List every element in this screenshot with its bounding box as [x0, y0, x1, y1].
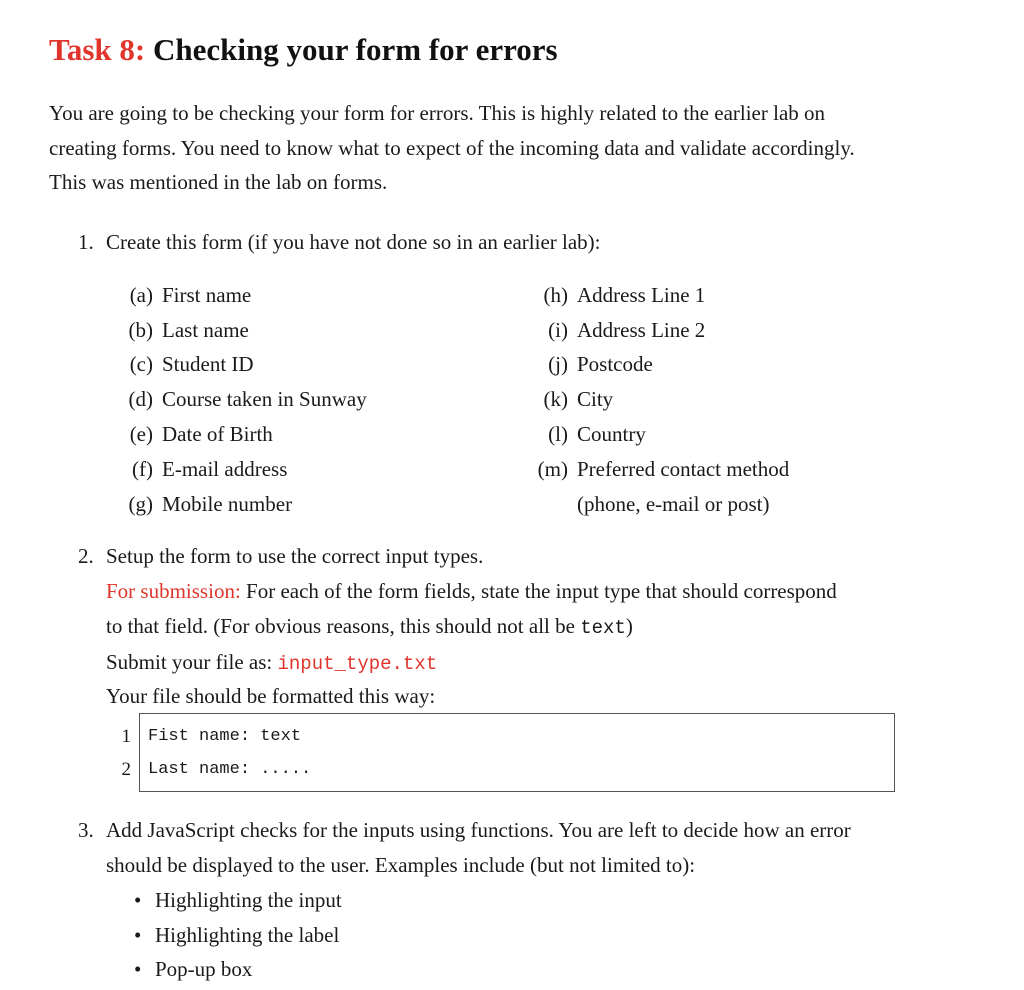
- field-label: (f): [132, 457, 153, 481]
- bullet-item: [134, 952, 252, 986]
- step-2-number: 2.: [78, 544, 94, 568]
- submit-filename: input_type.txt: [277, 653, 438, 675]
- field-label: (l): [548, 422, 568, 446]
- field-text: Postcode: [577, 352, 653, 376]
- submission-text-2b: ): [625, 614, 633, 638]
- form-field-item: [115, 452, 287, 486]
- field-text: Mobile number: [162, 492, 293, 516]
- form-field-item: [115, 487, 292, 521]
- submission-text-2a: to that field. (For obvious reasons, this should not all be: [106, 614, 581, 638]
- field-label: (b): [128, 318, 153, 342]
- field-label: (a): [129, 283, 153, 307]
- form-field-item: [528, 417, 646, 451]
- code-line-number: 1: [121, 726, 131, 747]
- field-text: Date of Birth: [162, 422, 273, 446]
- intro-line: You are going to be checking your form for errors. This is highly related to the earlier lab on: [49, 101, 826, 125]
- submit-prefix: Submit your file as:: [106, 650, 278, 674]
- bullet-dot: •: [134, 957, 142, 981]
- field-text: Course taken in Sunway: [162, 387, 367, 411]
- inline-code-text: text: [580, 617, 626, 639]
- submission-line: [106, 574, 837, 609]
- submit-file-line: [106, 645, 437, 682]
- bullet-item: [134, 883, 342, 917]
- step-3-number: 3.: [78, 818, 94, 842]
- bullet-text: Highlighting the label: [155, 923, 340, 947]
- step-3-line-1: Add JavaScript checks for the inputs using functions. You are left to decide how an error: [106, 818, 851, 842]
- form-field-item: [115, 417, 273, 451]
- bullet-item: [134, 918, 339, 952]
- intro-line: This was mentioned in the lab on forms.: [49, 170, 388, 194]
- bullet-dot: •: [134, 923, 142, 947]
- field-label: (h): [543, 283, 568, 307]
- field-text: Student ID: [162, 352, 254, 376]
- code-line-text: Last name: .....: [148, 760, 312, 779]
- field-text: Last name: [162, 318, 249, 342]
- form-field-item: [528, 278, 705, 312]
- task-number: Task 8:: [49, 32, 146, 67]
- field-label: (k): [543, 387, 568, 411]
- form-field-item: [528, 452, 789, 486]
- field-label: (m): [537, 457, 568, 481]
- task-title: Checking your form for errors: [152, 32, 558, 67]
- field-label: (i): [548, 318, 568, 342]
- field-text: Address Line 1: [577, 283, 706, 307]
- field-label: (c): [129, 352, 153, 376]
- field-label: (e): [129, 422, 153, 446]
- form-field-item: [528, 382, 613, 416]
- field-text: E-mail address: [162, 457, 288, 481]
- intro-paragraph: [49, 96, 949, 200]
- step-2-text: Setup the form to use the correct input types.: [106, 544, 484, 568]
- form-field-continuation: (phone, e-mail or post): [577, 492, 770, 516]
- form-field-item: [115, 382, 367, 416]
- form-field-item: [528, 347, 653, 381]
- field-text: Country: [577, 422, 646, 446]
- bullet-text: Highlighting the input: [155, 888, 342, 912]
- submission-text: For each of the form fields, state the input type that should correspond: [246, 579, 837, 603]
- step-1-number: 1.: [78, 230, 94, 254]
- field-label: (j): [548, 352, 568, 376]
- submission-label: For submission:: [106, 579, 241, 603]
- code-listing: [106, 713, 895, 792]
- task-heading: [49, 30, 558, 70]
- field-text: First name: [162, 283, 252, 307]
- bullet-dot: •: [134, 888, 142, 912]
- form-field-item: [115, 278, 251, 312]
- code-line-text: Fist name: text: [148, 727, 302, 746]
- bullet-text: Pop-up box: [155, 957, 253, 981]
- field-label: (g): [128, 492, 153, 516]
- form-field-item: [115, 313, 249, 347]
- field-text: Address Line 2: [577, 318, 706, 342]
- field-text: Preferred contact method: [577, 457, 790, 481]
- field-text: City: [577, 387, 614, 411]
- form-field-item: [528, 313, 705, 347]
- step-3-line-2: should be displayed to the user. Examples include (but not limited to):: [106, 853, 696, 877]
- form-field-item: [115, 347, 254, 381]
- submission-line-2: [106, 609, 633, 646]
- format-text: Your file should be formatted this way:: [106, 684, 436, 708]
- code-line-number: 2: [121, 759, 131, 780]
- intro-line: creating forms. You need to know what to expect of the incoming data and validate accordingly.: [49, 135, 855, 160]
- field-label: (d): [128, 387, 153, 411]
- step-1-text: Create this form (if you have not done so in an earlier lab):: [106, 230, 601, 254]
